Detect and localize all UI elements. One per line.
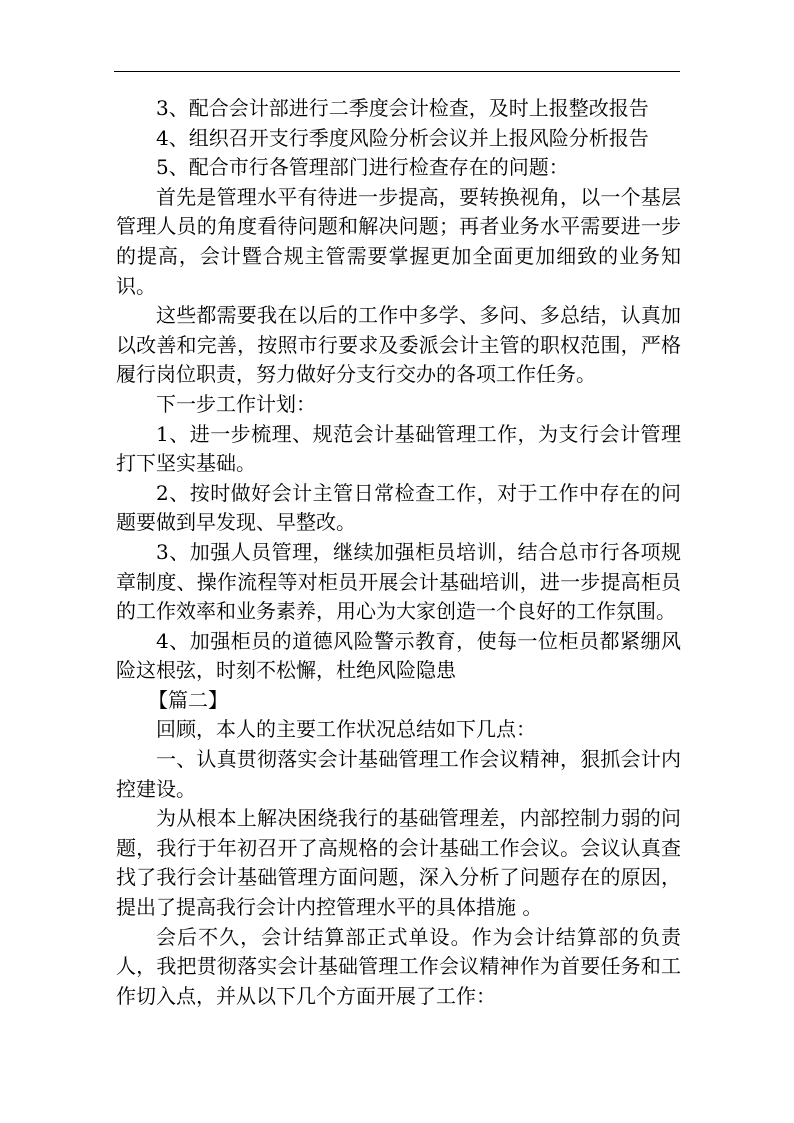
paragraph-9: 3、加强人员管理，继续加强柜员培训，结合总市行各项规章制度、操作流程等对柜员开展会计基础培训，进一步提高柜员的工作效率和业务素养，用心为大家创造一个良好的工作氛围。: [116, 539, 681, 624]
paragraph-15: 会后不久，会计结算部正式单设。作为会计结算部的负责人，我把贯彻落实会计基础管理工作会议精神作为首要任务和工作切入点，并从以下几个方面开展了工作：: [116, 924, 681, 1008]
paragraph-5: 这些都需要我在以后的工作中多学、多问、多总结，认真加以改善和完善，按照市行要求及委派会计主管的职权范围，严格履行岗位职责，努力做好分支行交办的各项工作任务。: [116, 303, 681, 387]
paragraph-14: 为从根本上解决困绕我行的基础管理差，内部控制力弱的问题，我行于年初召开了高规格的会计基础工作会议。会议认真查找了我行会计基础管理方面问题，深入分析了问题存在的原因，提出了提高我行会计内控管理水平的具体措施 。: [116, 806, 681, 920]
paragraph-10: 4、加强柜员的道德风险警示教育，使每一位柜员都紧绷风险这根弦，时刻不松懈，杜绝风险隐患: [116, 628, 681, 683]
document-body: [116, 94, 681, 1011]
paragraph-6: 下一步工作计划：: [156, 391, 316, 416]
section-heading: 【篇二】: [148, 687, 228, 712]
paragraph-7: 1、进一步梳理、规范会计基础管理工作，为支行会计管理打下坚实基础。: [116, 421, 681, 476]
paragraph-2: 4、组织召开支行季度风险分析会议并上报风险分析报告: [156, 125, 649, 150]
paragraph-4: 首先是管理水平有待进一步提高，要转换视角，以一个基层管理人员的角度看待问题和解决问题；再者业务水平需要进一步的提高，会计暨合规主管需要掌握更加全面更加细致的业务知识。: [116, 184, 681, 298]
paragraph-8: 2、按时做好会计主管日常检查工作，对于工作中存在的问题要做到早发现、早整改。: [116, 480, 681, 535]
paragraph-3: 5、配合市行各管理部门进行检查存在的问题：: [156, 155, 569, 180]
paragraph-1: 3、配合会计部进行二季度会计检查，及时上报整改报告: [156, 96, 649, 120]
header-rule: [114, 71, 680, 72]
paragraph-13: 一、认真贯彻落实会计基础管理工作会议精神，狠抓会计内控建设。: [116, 747, 681, 801]
paragraph-12: 回顾，本人的主要工作状况总结如下几点：: [156, 717, 536, 742]
